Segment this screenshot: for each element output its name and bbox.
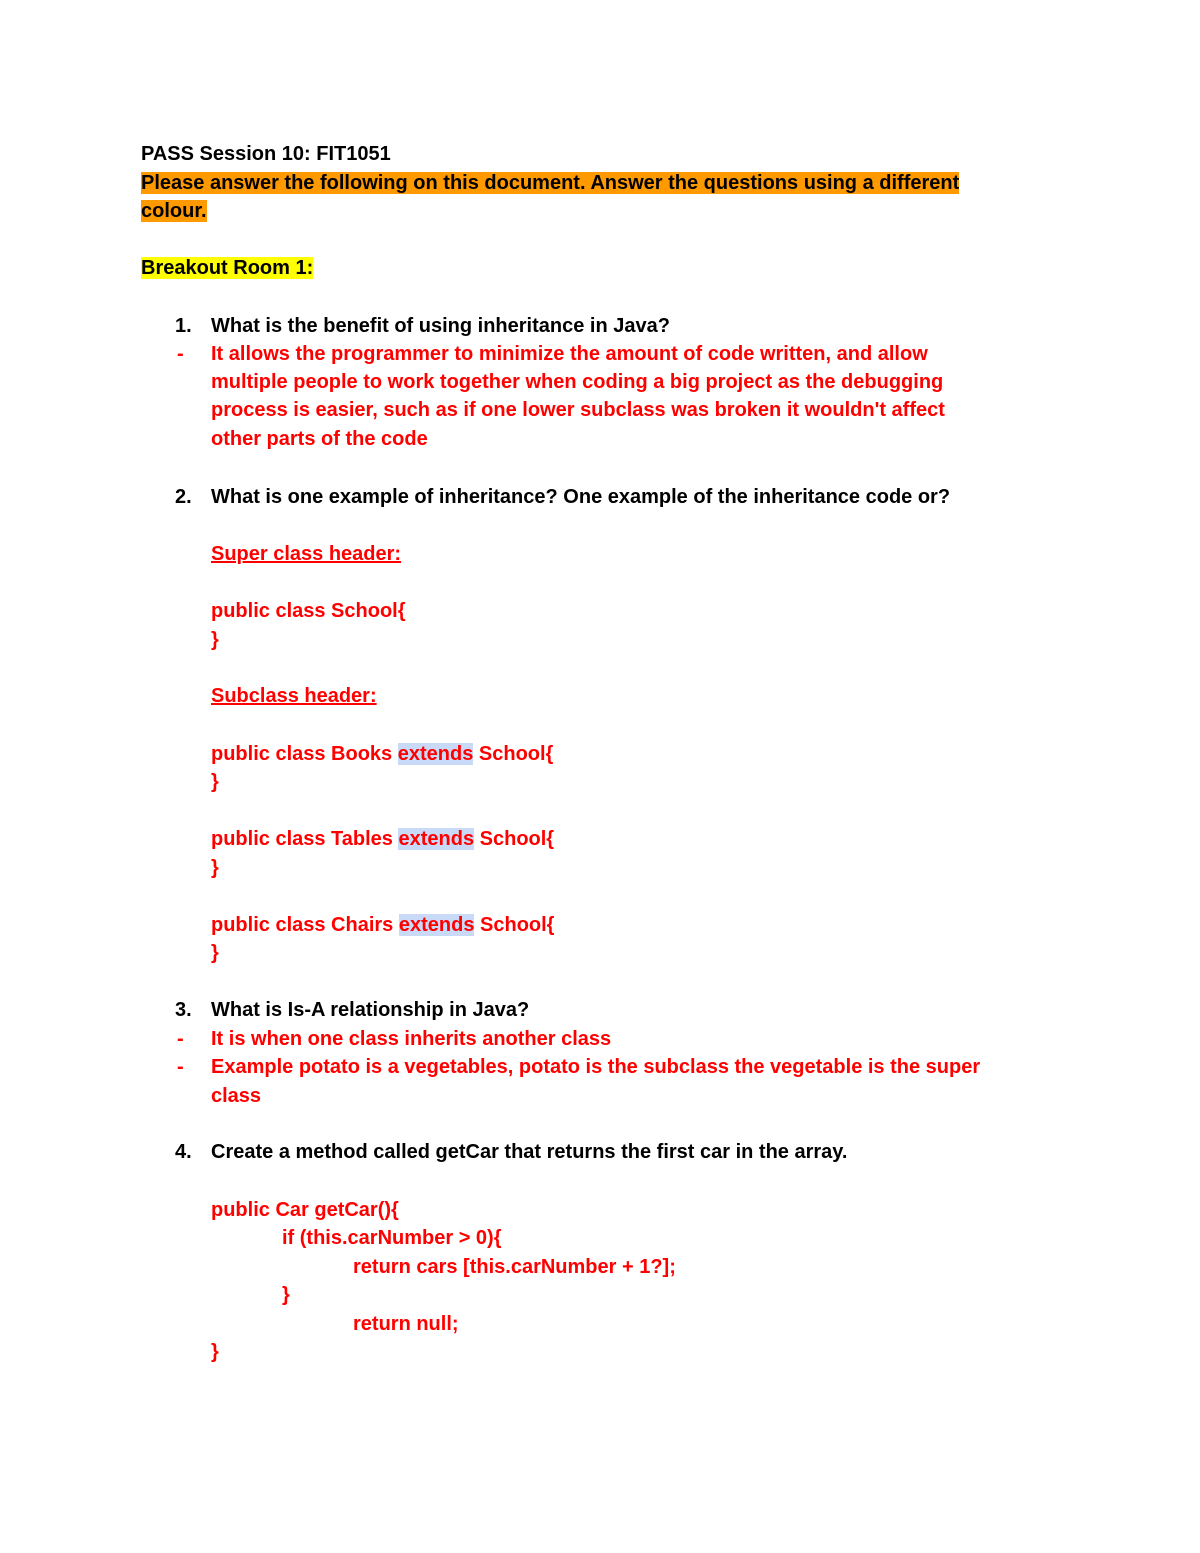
q4-question: Create a method called getCar that returns the first car in the array.	[211, 1141, 848, 1163]
q3-number: 3.	[175, 999, 192, 1021]
q1-answer-line: It allows the programmer to minimize the amount of code written, and allow	[211, 343, 928, 365]
q3-answer-2-line-1: Example potato is a vegetables, potato is the subclass the vegetable is the super	[211, 1056, 981, 1078]
breakout-room-label: Breakout Room 1:	[141, 257, 314, 279]
q4-number: 4.	[175, 1141, 192, 1163]
subclass-chairs-close-brace: }	[211, 942, 219, 964]
code-line: return cars [this.carNumber + 1?];	[353, 1256, 676, 1278]
instruction-text-2: colour.	[141, 200, 207, 222]
q3-answer-2-line-2: class	[211, 1085, 262, 1107]
extends-keyword: extends	[398, 828, 475, 850]
super-class-close-brace: }	[211, 629, 219, 651]
q2-question: What is one example of inheritance? One example of the inheritance code or?	[211, 486, 951, 508]
school-open: School{	[474, 914, 555, 936]
extends-keyword: extends	[398, 914, 475, 936]
code-line: }	[211, 1341, 219, 1363]
code-line: return null;	[353, 1313, 459, 1335]
q3-bullet-1: -	[177, 1028, 184, 1050]
q1-answer-line: process is easier, such as if one lower subclass was broken it wouldn't affect	[211, 399, 945, 421]
q1-bullet: -	[177, 343, 184, 365]
subclass-books-close-brace: }	[211, 771, 219, 793]
code-line: public Car getCar(){	[211, 1199, 399, 1221]
instruction-line-1	[141, 170, 959, 196]
q3-bullet-2: -	[177, 1056, 184, 1078]
q1-answer-line: other parts of the code	[211, 428, 428, 450]
instruction-line-2	[141, 198, 207, 224]
q1-answer-line: multiple people to work together when coding a big project as the debugging	[211, 371, 944, 393]
q3-question: What is Is-A relationship in Java?	[211, 999, 530, 1021]
code-line: }	[282, 1284, 290, 1306]
q1-question: What is the benefit of using inheritance in Java?	[211, 315, 670, 337]
extends-keyword: extends	[397, 743, 474, 765]
subclass-chairs-code	[211, 912, 554, 938]
school-open: School{	[473, 743, 554, 765]
subclass-tables-code	[211, 826, 554, 852]
q3-answer-1: It is when one class inherits another class	[211, 1028, 612, 1050]
subclass-tables-close-brace: }	[211, 857, 219, 879]
tables-prefix: public class Tables	[211, 828, 399, 850]
q2-number: 2.	[175, 486, 192, 508]
page-title: PASS Session 10: FIT1051	[141, 143, 391, 165]
chairs-prefix: public class Chairs	[211, 914, 399, 936]
subclass-books-code	[211, 741, 553, 767]
super-class-code: public class School{	[211, 600, 406, 622]
code-line: if (this.carNumber > 0){	[282, 1227, 502, 1249]
super-class-heading: Super class header:	[211, 543, 402, 565]
school-open: School{	[474, 828, 555, 850]
q1-number: 1.	[175, 315, 192, 337]
breakout-room-heading	[141, 255, 313, 281]
books-prefix: public class Books	[211, 743, 398, 765]
subclass-heading: Subclass header:	[211, 685, 377, 707]
instruction-text-1: Please answer the following on this document. Answer the questions using a different	[141, 172, 960, 194]
